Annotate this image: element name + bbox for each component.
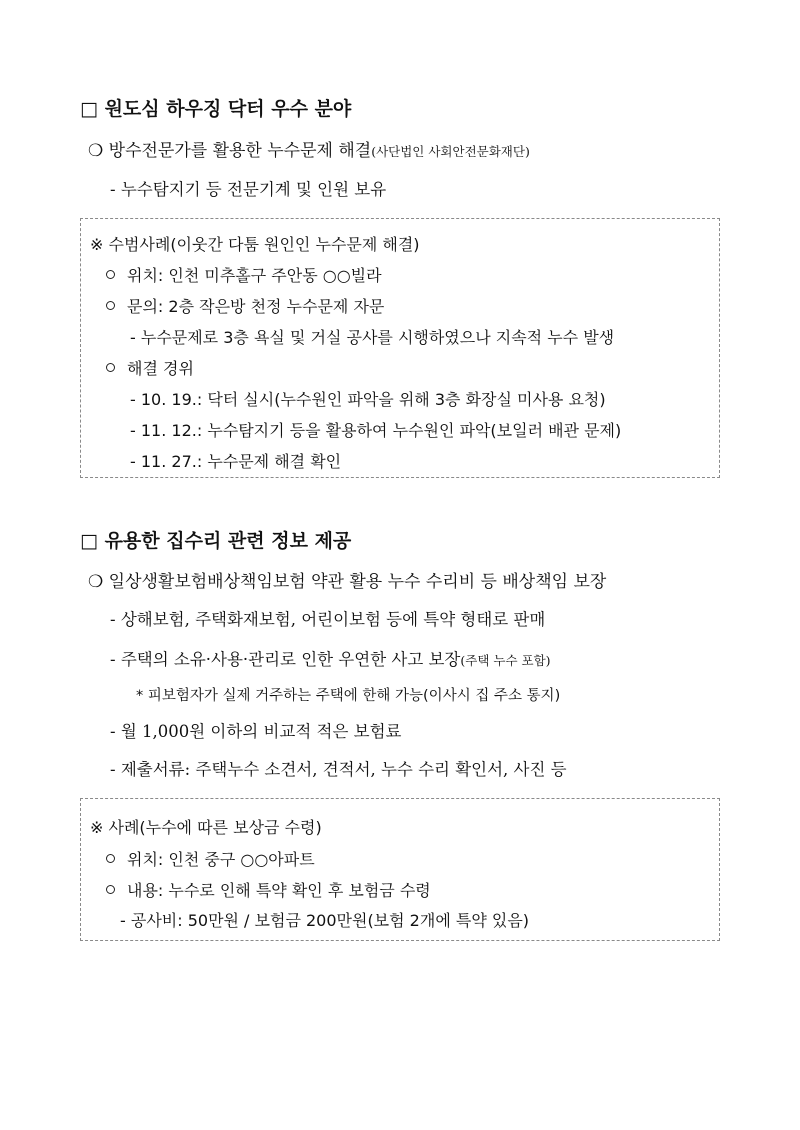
section2-heading: □ 유용한 집수리 관련 정보 제공 [80, 530, 352, 552]
section1-box-item-inquiry-text: 문의: 2층 작은방 천정 누수문제 자문 [127, 297, 385, 316]
section1-box-title: ※ 수범사례(이웃간 다툼 원인인 누수문제 해결) [90, 235, 420, 254]
section2-dash-2-note: (주택 누수 포함) [460, 653, 551, 668]
section2-box-item-location-text: 위치: 인천 중구 ○○아파트 [127, 850, 315, 869]
section1-box-item-inquiry-sub: - 누수문제로 3층 욕실 및 거실 공사를 시행하였으나 지속적 누수 발생 [130, 328, 615, 347]
section2-box-item-content [106, 878, 431, 901]
section2-bullet: ❍ 일상생활보험배상책임보험 약관 활용 누수 수리비 등 배상책임 보장 [88, 572, 607, 592]
section1-dash-1: - 누수탐지기 등 전문기계 및 인원 보유 [110, 180, 387, 199]
section2-asterisk-note: * 피보험자가 실제 거주하는 주택에 한해 가능(이사시 집 주소 통지) [136, 688, 561, 704]
section1-box-step-1: - 10. 19.: 닥터 실시(누수원인 파악을 위해 3층 화장실 미사용 요청) [130, 390, 606, 409]
section1-bullet-org: (사단법인 사회안전문화재단) [371, 144, 530, 159]
section1-box-item-inquiry [106, 294, 384, 317]
section1-box-item-process-text: 해결 경위 [127, 359, 194, 378]
section1-box-item-location [106, 263, 382, 286]
circle-bullet-icon [106, 885, 115, 894]
circle-bullet-icon [106, 270, 115, 279]
section1-bullet-text: ❍ 방수전문가를 활용한 누수문제 해결 [88, 141, 372, 161]
section2-dash-4: - 제출서류: 주택누수 소견서, 견적서, 누수 수리 확인서, 사진 등 [110, 760, 567, 779]
section2-box-title: ※ 사례(누수에 따른 보상금 수령) [90, 818, 322, 837]
section2-dash-2-text: - 주택의 소유·사용·관리로 인한 우연한 사고 보장 [110, 650, 461, 669]
section1-box-step-3: - 11. 27.: 누수문제 해결 확인 [130, 452, 342, 471]
section1-bullet [88, 136, 530, 161]
circle-bullet-icon [106, 854, 115, 863]
section2-dash-2 [110, 646, 551, 670]
section1-box-item-location-text: 위치: 인천 미추홀구 주안동 ○○빌라 [127, 266, 382, 285]
section1-box-step-2: - 11. 12.: 누수탐지기 등을 활용하여 누수원인 파악(보일러 배관 문제) [130, 421, 622, 440]
section2-box-item-content-text: 내용: 누수로 인해 특약 확인 후 보험금 수령 [127, 881, 431, 900]
circle-bullet-icon [106, 363, 115, 372]
section2-box-item-content-sub: - 공사비: 50만원 / 보험금 200만원(보험 2개에 특약 있음) [120, 911, 530, 930]
section1-heading: □ 원도심 하우징 닥터 우수 분야 [80, 98, 352, 120]
section2-dash-1: - 상해보험, 주택화재보험, 어린이보험 등에 특약 형태로 판매 [110, 610, 546, 629]
section2-dash-3: - 월 1,000원 이하의 비교적 적은 보험료 [110, 722, 402, 741]
circle-bullet-icon [106, 301, 115, 310]
section1-box-item-process [106, 356, 194, 379]
section2-box-item-location [106, 847, 315, 870]
